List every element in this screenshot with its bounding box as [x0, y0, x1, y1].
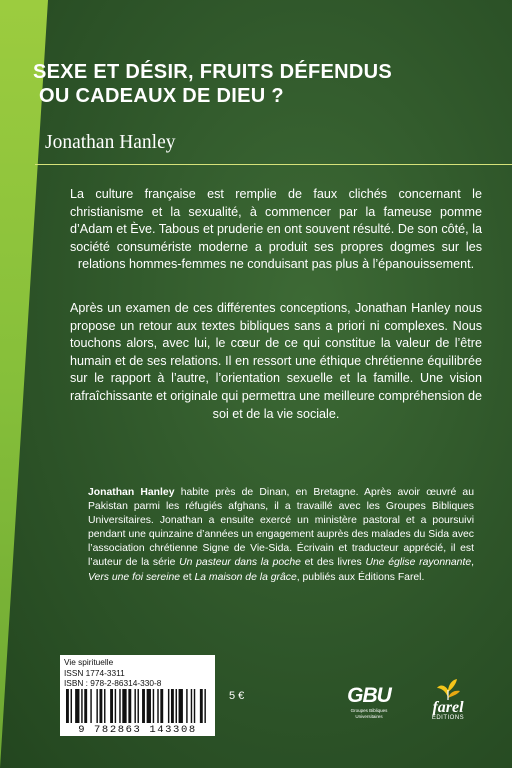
barcode-bar: [110, 689, 113, 723]
book-category: Vie spirituelle: [64, 657, 114, 667]
blurb-paragraph-2: Après un examen de ces différentes conceptions, Jonathan Hanley nous propose un retour aux textes bibliques sans a priori ni complexes. Nous touchons alors, avec lui, le cœur de ce qui constitue la valeur de l’être humain et de ses relations. Il en ressort une éthique chrétienne équilibrée sur le rapport à l’autre, l’orientation sexuelle et la famille. Une vision rafraîchissante et originale qui permettra une meilleure compréhension de soi et de la vie sociale.: [70, 301, 482, 421]
barcode-bar: [90, 689, 91, 723]
barcode-bar: [115, 689, 116, 723]
barcode-bar: [179, 689, 183, 723]
isbn-number: ISBN : 978-2-86314-330-8: [64, 678, 162, 689]
barcode-bar: [200, 689, 203, 723]
bio-text: , publiés aux Éditions Farel.: [296, 571, 425, 583]
barcode-bar: [171, 689, 174, 723]
barcode-bar: [119, 689, 120, 723]
gbu-logo: [338, 682, 400, 734]
barcode-bar: [176, 689, 177, 723]
barcode-bars: [64, 689, 211, 723]
bio-book-title: Une église rayonnante: [365, 557, 472, 569]
barcode-bar: [104, 689, 105, 723]
gbu-logo-text: GBU: [347, 684, 391, 707]
barcode-bar: [66, 689, 69, 723]
barcode-bar: [191, 689, 192, 723]
farel-flower-icon: [433, 676, 463, 700]
barcode-info: [64, 657, 161, 689]
bio-text: et des livres: [300, 557, 366, 569]
barcode-bar: [153, 689, 154, 723]
barcode-bar: [186, 689, 187, 723]
issn-number: ISSN 1774-3311: [64, 667, 125, 678]
barcode-panel: [60, 655, 215, 736]
barcode-bar: [71, 689, 72, 723]
farel-editions: ÉDITIONS: [431, 715, 465, 721]
bio-text: habite près de Dinan, en Bretagne. Après avoir œuvré au Pakistan parmi les réfugiés afghans, il a travaillé avec les Groupes Bibliques Universitaires. Jonathan a ensuite exercé un ministère pastoral et a poursuivi pendant une quinzaine d’années un engagement auprès des malades du Sida avec l’association chrétienne Signe de Vie-Sida. Écrivain et traducteur apprécié, il est l’auteur de la série: [88, 487, 474, 569]
barcode-bar: [134, 689, 135, 723]
farel-logo: [423, 676, 473, 740]
blurb-paragraph-1: La culture française est remplie de faux clichés concernant le christianisme et la sexualité, à commencer par la fameuse pomme d’Adam et Ève. Tabous et pruderie en ont souvent résulté. De son côté, la société consumériste moderne a produit ses propres dogmes sur les relations hommes-femmes ne conduisant pas plus à l’épanouissement.: [70, 187, 482, 271]
barcode-bar: [99, 689, 102, 723]
book-title: [33, 60, 473, 108]
barcode-bar: [194, 689, 195, 723]
bio-book-title: Un pasteur dans la poche: [179, 557, 301, 569]
bio-author-name: Jonathan Hanley: [88, 487, 175, 498]
farel-name: farel: [432, 699, 464, 716]
barcode-bar: [138, 689, 139, 723]
title-line-2: OU CADEAUX DE DIEU ?: [39, 85, 284, 107]
author-name: Jonathan Hanley: [45, 132, 176, 153]
bio-text: et: [180, 571, 195, 583]
barcode-bar: [84, 689, 87, 723]
bio-book-title: Vers une foi sereine: [88, 571, 181, 583]
barcode-bar: [157, 689, 158, 723]
price: 5 €: [229, 690, 245, 702]
barcode-bar: [75, 689, 79, 723]
gbu-caption: Groupes Bibliques Universitaires: [350, 708, 388, 719]
barcode-bar: [81, 689, 82, 723]
barcode-bar: [96, 689, 97, 723]
barcode-bar: [142, 689, 145, 723]
barcode-bar: [147, 689, 151, 723]
barcode-bar: [168, 689, 169, 723]
title-line-1: SEXE ET DÉSIR, FRUITS DÉFENDUS: [33, 61, 393, 83]
barcode-bar: [160, 689, 163, 723]
barcode-number: 9 782863 143308: [78, 724, 197, 736]
barcode-bar: [122, 689, 126, 723]
bio-book-title: La maison de la grâce: [194, 571, 297, 583]
barcode-bar: [204, 689, 205, 723]
title-divider: [35, 164, 512, 165]
bio-text: ,: [471, 557, 475, 569]
author-bio: [88, 486, 474, 585]
barcode-bar: [128, 689, 131, 723]
